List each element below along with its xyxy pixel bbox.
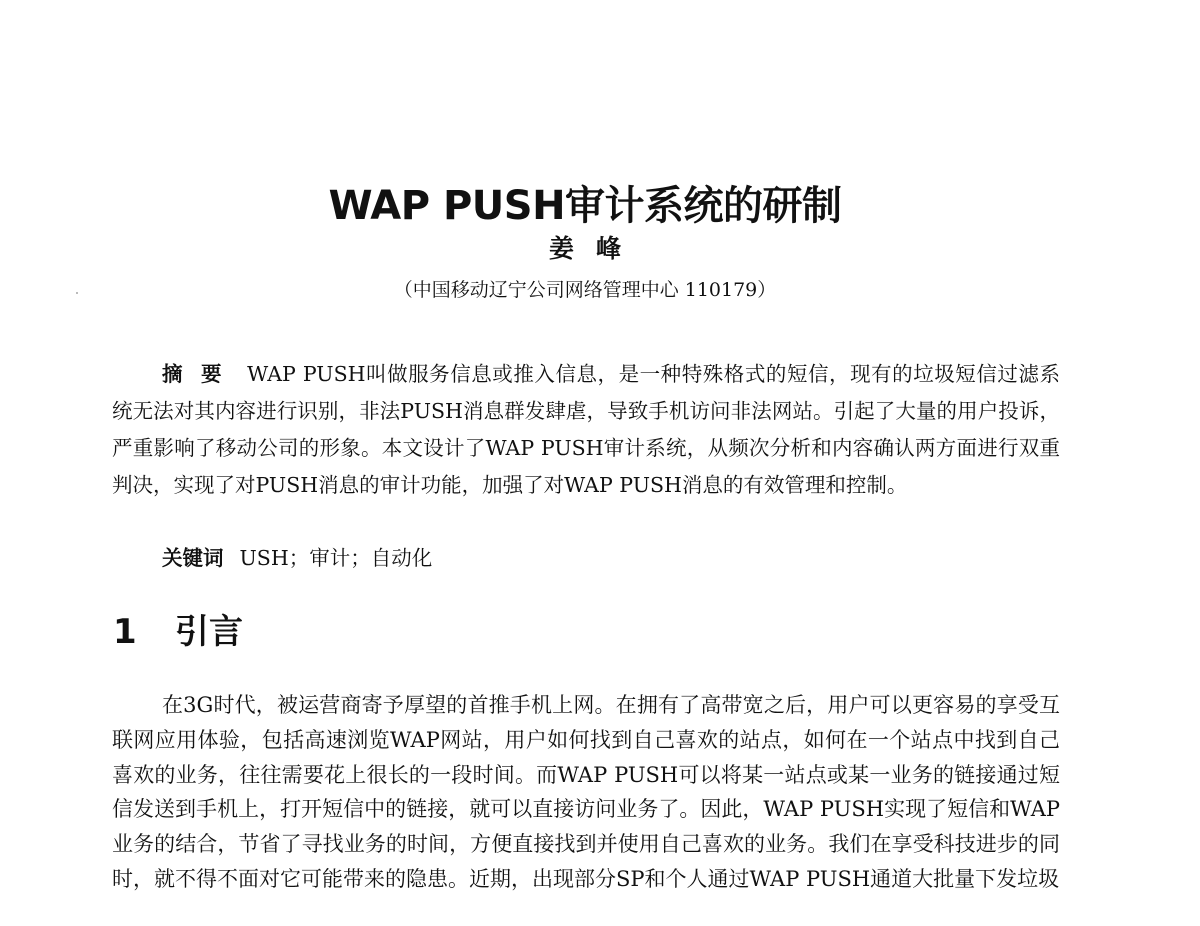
section-heading <box>113 608 243 656</box>
keywords-line <box>162 540 1062 576</box>
section-title: 引言 <box>175 612 243 652</box>
keywords-label: 关键词 <box>162 546 224 570</box>
section-number: 1 <box>113 612 137 652</box>
paper-title: WAP PUSH审计系统的研制 <box>328 183 842 229</box>
abstract-paragraph <box>112 356 1060 504</box>
author-name: 姜峰 <box>548 234 643 263</box>
author-affiliation: （中国移动辽宁公司网络管理中心 110179） <box>393 279 777 301</box>
keywords-text: USH；审计；自动化 <box>239 546 433 570</box>
section-body-paragraph: 在3G时代，被运营商寄予厚望的首推手机上网。在拥有了高带宽之后，用户可以更容易的享受互联网应用体验，包括高速浏览WAP网站，用户如何找到自己喜欢的站点，如何在一个站点中找到自己喜欢的业务，往往需要花上很长的一段时间。而WAP PUSH可以将某一站点或某一业务的链接通过短信发送到手机上，打开短信中的链接，就可以直接访问业务了。因此，WAP PUSH实现了短信和WAP业务的结合，节省了寻找业务的时间，方便直接找到并使用自己喜欢的业务。我们在享受科技进步的同时，就不得不面对它可能带来的隐患。近期，出现部分SP和个人通过WAP PUSH通道大批量下发垃圾 <box>112 693 1060 891</box>
abstract-text: WAP PUSH叫做服务信息或推入信息，是一种特殊格式的短信，现有的垃圾短信过滤系统无法对其内容进行识别，非法PUSH消息群发肆虐，导致手机访问非法网站。引起了大量的用户投诉，严重影响了移动公司的形象。本文设计了WAP PUSH审计系统，从频次分析和内容确认两方面进行双重判决，实现了对PUSH消息的审计功能，加强了对WAP PUSH消息的有效管理和控制。 <box>112 362 1060 497</box>
abstract-label: 摘要 <box>162 362 241 386</box>
